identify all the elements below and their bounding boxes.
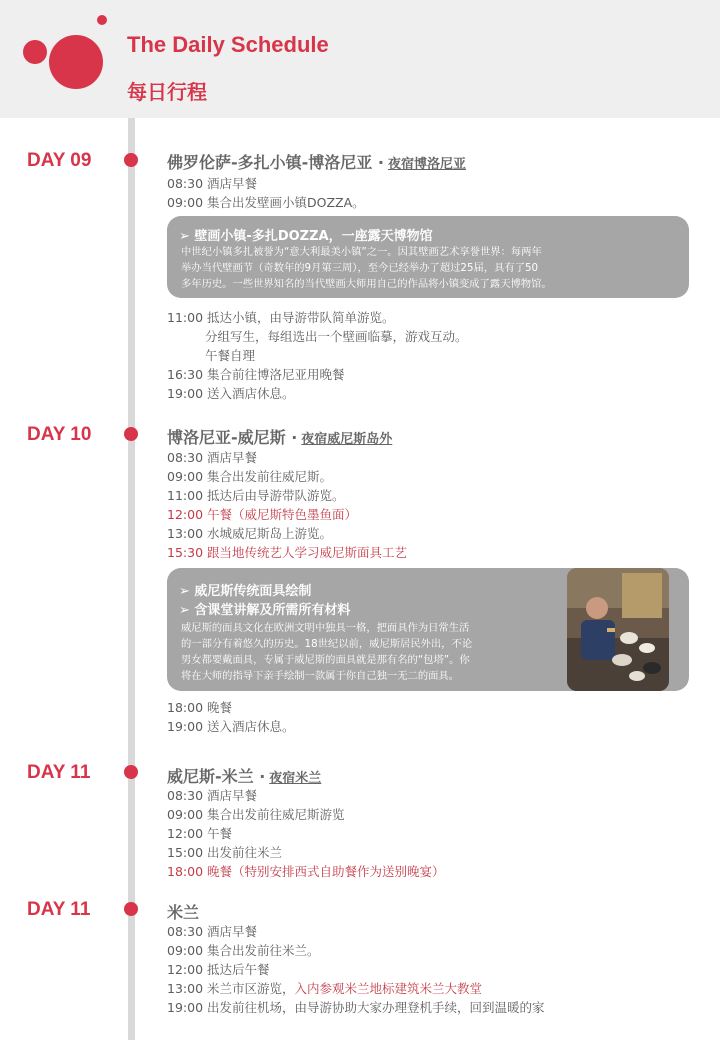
day-heading (167, 150, 466, 173)
timeline-dot (124, 153, 138, 167)
day-label: DAY 10 (27, 424, 92, 445)
decorative-dot-small (97, 15, 107, 25)
schedule-item: 08:30 酒店早餐 (167, 176, 257, 191)
info-line: 男女都要戴面具，专属于威尼斯的面具就是那有名的“包塔”。你 (181, 654, 470, 666)
schedule-item: 12:00 午餐 (167, 826, 232, 841)
info-box-title: ➢ 壁画小镇-多扎DOZZA，一座露天博物馆 (179, 229, 433, 244)
decorative-dot-large (49, 35, 103, 89)
route-title: 威尼斯-米兰 · (167, 767, 266, 786)
route-title: 佛罗伦萨-多扎小镇-博洛尼亚 · (167, 153, 384, 172)
page-subtitle: 每日行程 (127, 80, 207, 104)
schedule-item-highlight: 15:30 跟当地传统艺人学习威尼斯面具工艺 (167, 545, 407, 560)
schedule-item: 11:00 抵达后由导游带队游览。 (167, 488, 345, 503)
header-banner (0, 0, 720, 118)
overnight-location: 夜宿米兰 (269, 771, 322, 786)
info-line: 中世纪小镇多扎被誉为“意大利最美小镇”之一。因其壁画艺术享誉世界：每两年 (181, 246, 542, 258)
timeline-dot (124, 765, 138, 779)
info-box-title: ➢ 威尼斯传统面具绘制 (179, 584, 312, 599)
schedule-item: 08:30 酒店早餐 (167, 450, 257, 465)
day-label: DAY 09 (27, 150, 92, 171)
info-box (167, 216, 689, 298)
day-heading (167, 764, 321, 787)
info-line: 威尼斯的面具文化在欧洲文明中独具一格，把面具作为日常生活 (181, 622, 470, 634)
schedule-item: 09:00 集合出发壁画小镇DOZZA。 (167, 195, 365, 210)
schedule-item: 08:30 酒店早餐 (167, 924, 257, 939)
schedule-item: 18:00 晚餐 (167, 700, 232, 715)
schedule-item: 分组写生，每组选出一个壁画临摹，游戏互动。 (205, 329, 468, 344)
overnight-location: 夜宿博洛尼亚 (387, 157, 466, 172)
schedule-item: 13:00 水城威尼斯岛上游览。 (167, 526, 332, 541)
overnight-location: 夜宿威尼斯岛外 (301, 432, 393, 447)
page-title: The Daily Schedule (127, 32, 329, 57)
schedule-item: 11:00 抵达小镇，由导游带队简单游览。 (167, 310, 395, 325)
schedule-item: 19:00 出发前往机场，由导游协助大家办理登机手续，回到温暖的家 (167, 1000, 545, 1015)
schedule-item: 19:00 送入酒店休息。 (167, 719, 295, 734)
schedule-item (167, 979, 482, 997)
schedule-item: 09:00 集合出发前往威尼斯游览 (167, 807, 345, 822)
info-box-text (181, 620, 565, 684)
schedule-item-highlight: 入内参观米兰地标建筑米兰大教堂 (294, 981, 483, 996)
route-title: 米兰 (167, 903, 200, 922)
timeline-dot (124, 902, 138, 916)
schedule-item: 12:00 抵达后午餐 (167, 962, 270, 977)
mask-artisan-photo (567, 568, 669, 691)
schedule-item: 09:00 集合出发前往米兰。 (167, 943, 320, 958)
timeline-dot (124, 427, 138, 441)
info-line: 多年历史。一些世界知名的当代壁画大师用自己的作品将小镇变成了露天博物馆。 (181, 278, 552, 290)
day-heading (167, 425, 392, 448)
day-label: DAY 11 (27, 762, 91, 783)
schedule-item-highlight: 12:00 午餐（威尼斯特色墨鱼面） (167, 507, 357, 522)
day-label: DAY 11 (27, 899, 91, 920)
schedule-item: 08:30 酒店早餐 (167, 788, 257, 803)
route-title: 博洛尼亚-威尼斯 · (167, 428, 298, 447)
schedule-item-text: 13:00 米兰市区游览， (167, 981, 295, 996)
schedule-item: 午餐自理 (205, 348, 256, 363)
info-line: 的一部分有着悠久的历史。18世纪以前，威尼斯居民外出，不论 (181, 638, 473, 650)
info-line: 将在大师的指导下亲手绘制一款属于你自己独一无二的面具。 (181, 670, 460, 682)
schedule-item: 16:30 集合前往博洛尼亚用晚餐 (167, 367, 345, 382)
info-box-title: ➢ 含课堂讲解及所需所有材料 (179, 603, 351, 618)
schedule-item: 15:00 出发前往米兰 (167, 845, 282, 860)
info-box-text (181, 244, 687, 292)
decorative-dot-medium (23, 40, 47, 64)
schedule-item: 09:00 集合出发前往威尼斯。 (167, 469, 332, 484)
info-line: 举办当代壁画节（奇数年的9月第三周），至今已经举办了超过25届，具有了50 (181, 262, 539, 274)
day-heading (167, 900, 199, 923)
schedule-item-highlight: 18:00 晚餐（特别安排西式自助餐作为送别晚宴） (167, 864, 445, 879)
schedule-item: 19:00 送入酒店休息。 (167, 386, 295, 401)
